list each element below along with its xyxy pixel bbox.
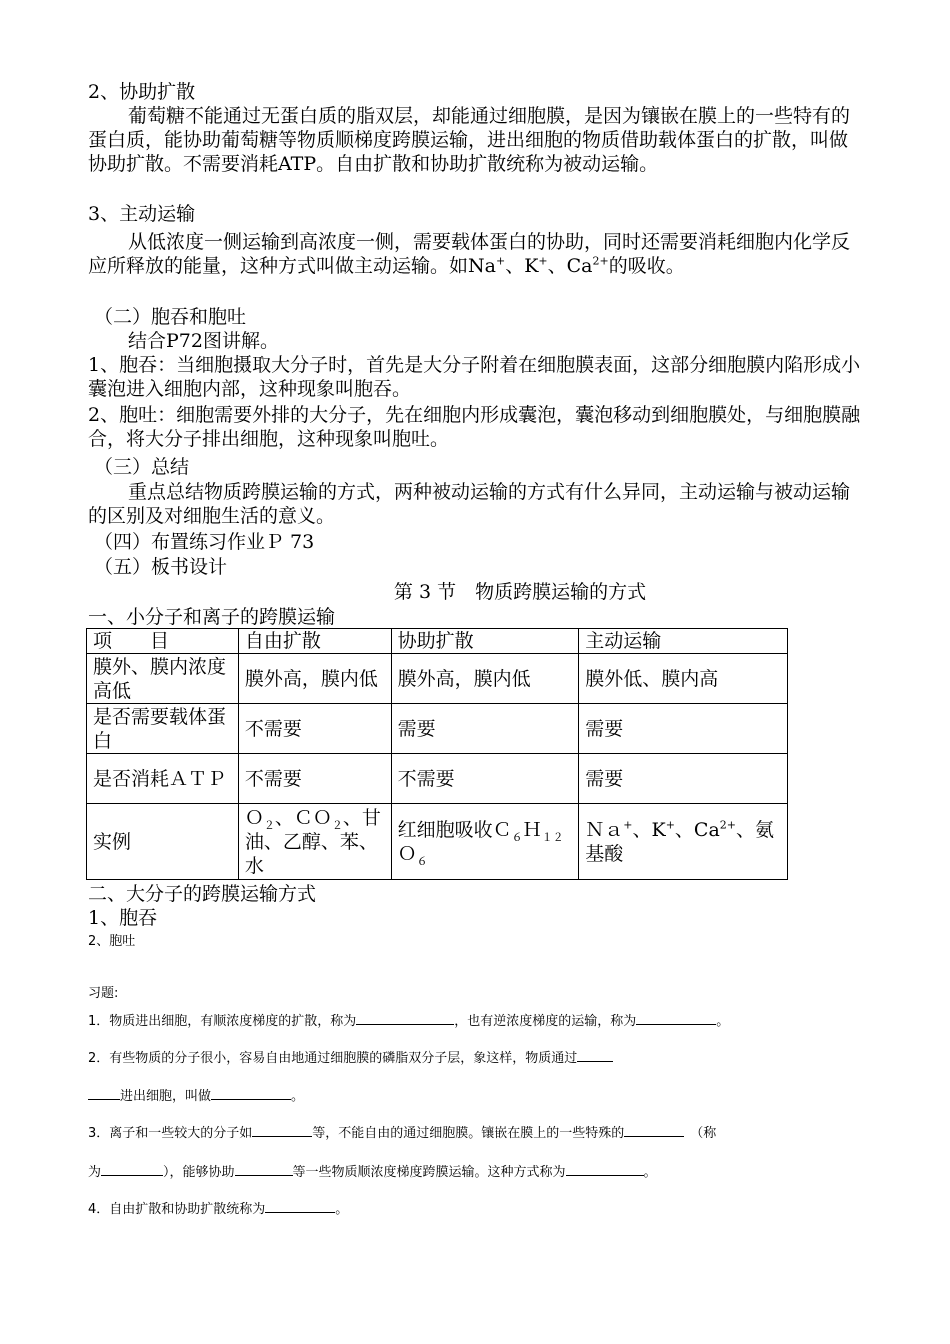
board-subheading: 一、小分子和离子的跨膜运输 (88, 606, 336, 628)
paragraph-text: 的吸收。 (608, 255, 685, 277)
table-row (87, 754, 788, 804)
table-header-cell: 协助扩散 (391, 629, 579, 654)
table-cell: 是否消耗ＡＴＰ (87, 754, 239, 804)
question-3-cont (88, 1161, 657, 1182)
answer-blank[interactable] (624, 1122, 684, 1137)
paragraph: 2、胞吐：细胞需要外排的大分子，先在细胞内形成囊泡，囊泡移动到细胞膜处，与细胞膜融合，将大分子排出细胞，这种现象叫胞吐。 (88, 404, 861, 450)
answer-blank[interactable] (566, 1161, 644, 1176)
question-text: 等一些物质顺浓度梯度跨膜运输。这种方式称为 (292, 1165, 566, 1180)
table-cell: 膜外高，膜内低 (238, 654, 391, 704)
table-header-cell: 项 目 (87, 629, 239, 654)
cell-text: Ｎａ (585, 818, 624, 841)
superscript: + (538, 254, 548, 268)
table-row (87, 654, 788, 704)
subscript: ２ (331, 818, 343, 832)
superscript: 2+ (592, 254, 609, 268)
answer-blank[interactable] (356, 1010, 454, 1025)
table-cell: 实例 (87, 804, 239, 880)
table-header-cell: 自由扩散 (238, 629, 391, 654)
board-item: 1、胞吞 (88, 907, 158, 929)
question-text: 。 (335, 1202, 349, 1217)
subscript: １２ (541, 830, 564, 844)
table-row (87, 804, 788, 880)
table-cell (391, 804, 579, 880)
subscript: ６ (511, 830, 523, 844)
question-text: ，也有逆浓度梯度的运输，称为 (454, 1014, 637, 1029)
question-text: 4．自由扩散和协助扩散统称为 (88, 1202, 266, 1217)
paragraph-text: 从低浓度一侧运输到高浓度一侧，需要载体蛋白的协助，同时还需要消耗细胞内化学反应所释放的能量，这种方式叫做主动运输。如Na (88, 231, 851, 277)
question-2-cont (88, 1085, 304, 1106)
board-title: 第 3 节 物质跨膜运输的方式 (393, 581, 647, 603)
question-3 (88, 1122, 716, 1143)
question-text: 1．物质进出细胞，有顺浓度梯度的扩散，称为 (88, 1014, 357, 1029)
subscript: ２ (263, 818, 275, 832)
table-cell: 需要 (391, 704, 579, 754)
section-heading: （三）总结 (94, 456, 190, 478)
question-1 (88, 1010, 729, 1031)
subscript: ６ (416, 854, 428, 868)
paragraph (88, 104, 863, 176)
board-subheading: 二、大分子的跨膜运输方式 (88, 883, 317, 905)
table-cell: 膜外低、膜内高 (579, 654, 788, 704)
answer-blank[interactable] (211, 1085, 291, 1100)
paragraph-text: 葡萄糖不能通过无蛋白质的脂双层，却能通过细胞膜，是因为镶嵌在膜上的一些特有的蛋白质，能协助葡萄糖等物质顺梯度跨膜运输，进出细胞的物质借助载体蛋白的扩散，叫做协助扩散。不需要消耗ATP。自由扩散和协助扩散统称为被动运输。 (88, 105, 851, 175)
table-cell: 膜外、膜内浓度高低 (87, 654, 239, 704)
paragraph-text: 、K (505, 255, 539, 277)
question-text: 。 (716, 1014, 730, 1029)
cell-text: 、甘油、乙醇、苯、水 (244, 806, 381, 877)
table-cell: 需要 (579, 704, 788, 754)
question-text: 3．离子和一些较大的分子如 (88, 1126, 253, 1141)
superscript: + (495, 254, 506, 268)
question-text: 。 (291, 1089, 305, 1104)
table-header-cell: 主动运输 (579, 629, 788, 654)
table-cell: 不需要 (238, 754, 391, 804)
answer-blank[interactable] (252, 1122, 312, 1137)
question-2 (88, 1047, 613, 1068)
table-row (87, 704, 788, 754)
cell-text: 、K (632, 818, 666, 841)
paragraph-text: 结合P72图讲解。 (128, 330, 279, 352)
paragraph-text: 重点总结物质跨膜运输的方式，两种被动运输的方式有什么异同，主动运输与被动运输的区别及对细胞生活的意义。 (88, 481, 851, 527)
question-4 (88, 1198, 348, 1219)
answer-blank[interactable] (265, 1198, 335, 1213)
cell-text: Ｏ (397, 842, 417, 865)
question-text: 进出细胞，叫做 (120, 1089, 212, 1104)
paragraph: 1、胞吞：当细胞摄取大分子时，首先是大分子附着在细胞膜表面，这部分细胞膜内陷形成小囊泡进入细胞内部，这种现象叫胞吞。 (88, 354, 861, 400)
answer-blank[interactable] (88, 1085, 120, 1100)
answer-blank[interactable] (235, 1161, 293, 1176)
section-heading: 2、协助扩散 (88, 81, 196, 103)
table-cell (579, 804, 788, 880)
board-item: 2、胞吐 (88, 934, 136, 949)
superscript: 2+ (719, 818, 737, 832)
cell-text: Ｏ (244, 806, 264, 829)
section-heading: （五）板书设计 (94, 556, 228, 578)
answer-blank[interactable] (577, 1047, 613, 1062)
table-cell: 不需要 (391, 754, 579, 804)
question-text: （称 (690, 1126, 717, 1141)
table-cell: 膜外高，膜内低 (391, 654, 579, 704)
superscript: + (665, 818, 675, 832)
table-header-row (87, 629, 788, 654)
comparison-table (86, 628, 788, 880)
question-text: 等，不能自由的通过细胞膜。镶嵌在膜上的一些特殊的 (312, 1126, 625, 1141)
section-heading: 3、主动运输 (88, 203, 196, 225)
table-cell (238, 804, 391, 880)
paragraph (88, 230, 863, 278)
cell-text: 、ＣＯ (274, 806, 332, 829)
paragraph (88, 480, 863, 528)
table-cell: 需要 (579, 754, 788, 804)
cell-text: 、Ca (674, 818, 720, 841)
cell-text: 、氨基酸 (585, 818, 775, 865)
table-cell: 不需要 (238, 704, 391, 754)
superscript: + (623, 818, 633, 832)
section-heading: （四）布置练习作业Ｐ 73 (94, 531, 315, 553)
question-text: ），能够协助 (163, 1165, 235, 1180)
exercise-heading: 习题: (88, 986, 119, 1001)
question-text: 2．有些物质的分子很小，容易自由地通过细胞膜的磷脂双分子层，象这样，物质通过 (88, 1051, 578, 1066)
question-text: 。 (643, 1165, 657, 1180)
cell-text: 红细胞吸收Ｃ (397, 818, 512, 841)
section-heading: （二）胞吞和胞吐 (94, 306, 247, 328)
paragraph-text: 、Ca (547, 255, 593, 277)
answer-blank[interactable] (101, 1161, 163, 1176)
table-cell: 是否需要载体蛋白 (87, 704, 239, 754)
question-text: 为 (88, 1165, 102, 1180)
answer-blank[interactable] (636, 1010, 716, 1025)
cell-text: Ｈ (522, 818, 542, 841)
